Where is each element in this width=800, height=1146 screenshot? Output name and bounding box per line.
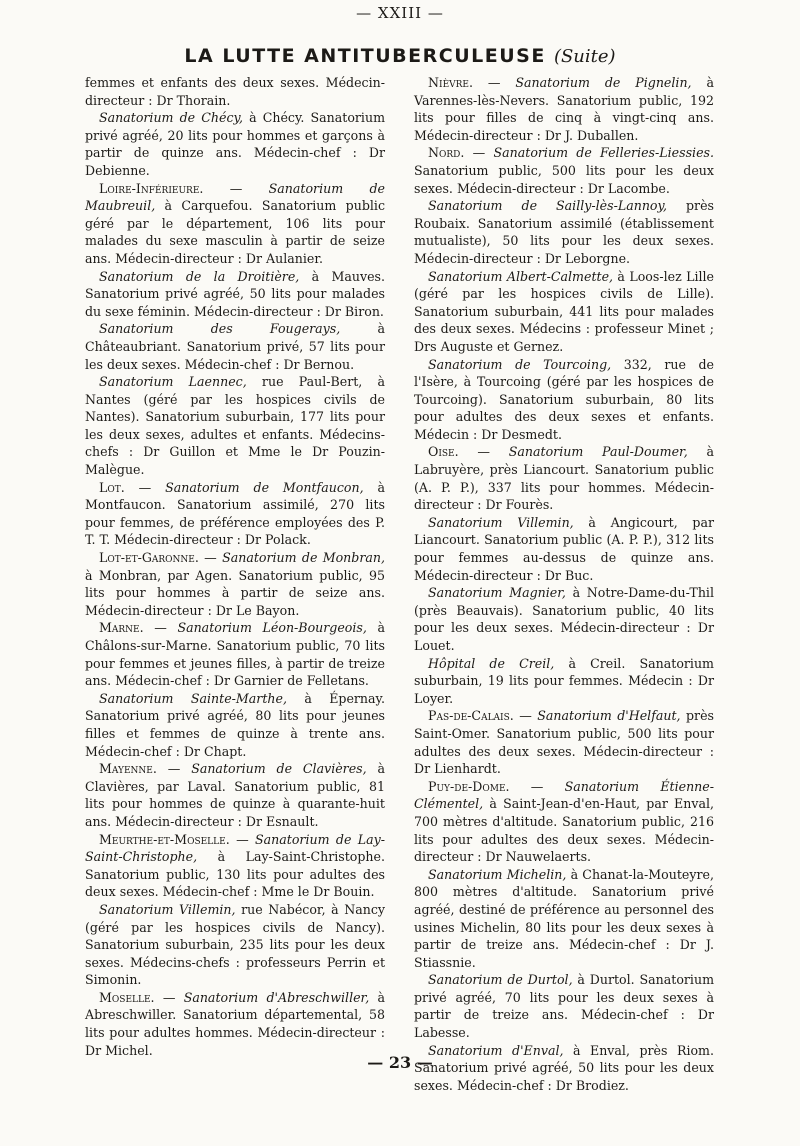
entry-text: — (154, 989, 184, 1005)
entry-text: — (464, 145, 494, 161)
department-name: Mayenne. (99, 761, 157, 777)
entry-text: — (198, 550, 223, 566)
entry-text: à Montfaucon. Sanatorium assimilé, 270 lits pour femmes, de préférence employées des P. T. T. Médecin-directeur : Dr Polack. (85, 479, 385, 548)
sanatorium-entry (85, 109, 385, 179)
institution-name: Sanatorium Sainte-Marthe, (99, 690, 287, 706)
entry-text: — (143, 620, 178, 636)
sanatorium-entry (85, 320, 385, 373)
sanatorium-entry (414, 144, 714, 197)
entry-text: à Labruyère, près Liancourt. Sanatorium public (A. P. P.), 337 lits pour hommes. Médecin-directeur : Dr Fourès. (414, 444, 714, 513)
entry-text: — (229, 831, 256, 847)
sanatorium-entry (414, 707, 714, 777)
institution-name: Sanatorium de Clavières, (191, 761, 367, 777)
entry-text: près Saint-Omer. Sanatorium public, 500 lits pour adultes des deux sexes. Médecin-directeur : Dr Lienhardt. (414, 708, 714, 777)
institution-name: Sanatorium de Tourcoing, (428, 356, 612, 372)
sanatorium-entry (414, 268, 714, 356)
entry-text: à Carquefou. Sanatorium public géré par le département, 106 lits pour malades du sexe masculin à partir de seize ans. Médecin-directeur : Dr Aulanier. (85, 198, 385, 266)
entry-text: à Monbran, par Agen. Sanatorium public, 95 lits pour hommes à partir de seize ans. Médecin-directeur : Dr Le Bayon. (85, 567, 385, 618)
entry-text: à Angicourt, par Liancourt. Sanatorium public (A. P. P.), 312 lits pour femmes au-dessus de quinze ans. Médecin-directeur : Dr Buc. (414, 514, 714, 583)
institution-name: Sanatorium Magnier, (428, 585, 566, 601)
institution-name: Sanatorium Laennec, (99, 374, 247, 390)
entry-text: — (473, 75, 516, 90)
sanatorium-entry (414, 778, 714, 866)
entry-text: à Lay-Saint-Christophe. Sanatorium public, 130 lits pour adultes des deux sexes. Médecin-chef : Mme le Dr Bouin. (85, 849, 385, 900)
entry-text: à Creil. Sanatorium suburbain, 19 lits pour femmes. Médecin : Dr Loyer. (414, 655, 714, 706)
sanatorium-entry (414, 197, 714, 267)
sanatorium-entry (85, 373, 385, 479)
sanatorium-entry (414, 514, 714, 584)
department-name: Meurthe-et-Moselle. (99, 831, 230, 847)
entry-text: 332, rue de l'Isère, à Tourcoing (géré par les hospices de Tourcoing). Sanatorium suburbain, 80 lits pour adultes des deux sexes et enfants. Médecin : Dr Desmedt. (414, 356, 714, 442)
entry-text: à Varennes-lès-Nevers. Sanatorium public, 192 lits pour filles de cinq à vingt-cinq ans. Médecin-directeur : Dr J. Duballen. (414, 75, 714, 143)
sanatorium-entry (85, 831, 385, 901)
entry-text: à Châteaubriant. Sanatorium privé, 57 lits pour les deux sexes. Médecin-chef : Dr Bernou. (85, 321, 385, 372)
sanatorium-entry (85, 549, 385, 619)
department-name: Lot. (99, 479, 125, 495)
institution-name: Sanatorium d'Helfaut, (537, 708, 681, 724)
sanatorium-entry (414, 74, 714, 144)
entry-text: — (458, 444, 509, 460)
page-roman-numeral: — XXIII — (356, 4, 444, 22)
entry-text: à Notre-Dame-du-Thil (près Beauvais). Sanatorium public, 40 lits pour les deux sexes. Médecin-directeur : Dr Louet. (414, 585, 714, 653)
sanatorium-entry (414, 584, 714, 654)
department-name: Moselle. (99, 989, 155, 1005)
institution-name: Sanatorium de Durtol, (428, 972, 573, 988)
institution-name: Sanatorium de Montfaucon, (165, 479, 364, 495)
entry-text: Sanatorium public, 500 lits pour les deux sexes. Médecin-directeur : Dr Lacombe. (414, 162, 714, 196)
sanatorium-entry (85, 479, 385, 549)
department-name: Nord. (428, 145, 465, 161)
department-name: Pas-de-Calais. (428, 708, 514, 724)
entry-text: à Loos-lez Lille (géré par les hospices civils de Lille). Sanatorium suburbain, 441 lits pour malades des deux sexes. Médecins : professeur Minet ; Drs Auguste et Gernez. (414, 268, 715, 354)
institution-name: Sanatorium Paul-Doumer, (508, 444, 688, 460)
sanatorium-entry (85, 901, 385, 989)
entry-text: rue Paul-Bert, à Nantes (géré par les hospices civils de Nantes). Sanatorium suburbain, 177 lits pour les deux sexes, adultes et enfants. Médecins-chefs : Dr Guillon et Mme le Dr Pouzin-Malègue. (85, 374, 385, 478)
department-name: Nièvre. (428, 75, 473, 90)
sanatorium-entry (85, 268, 385, 321)
entry-text: à Épernay. Sanatorium privé agréé, 80 lits pour jeunes filles et femmes de quinze à trente ans. Médecin-chef : Dr Chapt. (85, 690, 385, 759)
entry-text: — (513, 708, 538, 724)
institution-name: Sanatorium Léon-Bourgeois, (177, 620, 367, 636)
department-name: Marne. (99, 620, 144, 636)
institution-name: Sanatorium de la Droitière, (99, 268, 300, 284)
department-name: Loire-Inférieure. (99, 180, 204, 196)
department-name: Oise. (428, 444, 459, 460)
entry-text: à Saint-Jean-d'en-Haut, par Enval, 700 mètres d'altitude. Sanatorium public, 216 lits pour adultes des deux sexes. Médecin-directeur : Dr Nauwelaerts. (414, 796, 714, 865)
entry-text: à Durtol. Sanatorium privé agréé, 70 lits pour les deux sexes à partir de treize ans. Médecin-chef : Dr Labesse. (414, 972, 715, 1041)
sanatorium-entry (85, 989, 385, 1059)
entry-text: près Roubaix. Sanatorium assimilé (établissement mutualiste), 50 lits pour les deux sexes. Médecin-directeur : Dr Leborgne. (414, 198, 714, 266)
institution-name: Sanatorium Étienne-Clémentel, (414, 778, 714, 812)
institution-name: Sanatorium d'Enval, (428, 1042, 564, 1058)
sanatorium-entry (85, 690, 385, 760)
sanatorium-entry (85, 619, 385, 689)
entry-text: — (156, 761, 192, 777)
entry-text: — (124, 479, 166, 495)
title-suite: (Suite) (553, 46, 616, 67)
institution-name: Sanatorium Albert-Calmette, (428, 268, 614, 284)
institution-name: Sanatorium de Lay-Saint-Christophe, (85, 831, 385, 865)
department-name: Lot-et-Garonne. (99, 550, 199, 566)
institution-name: Sanatorium de Sailly-lès-Lannoy, (428, 198, 667, 214)
institution-name: Sanatorium Michelin, (428, 866, 567, 882)
left-column (85, 74, 385, 1059)
sanatorium-entry (414, 866, 714, 972)
sanatorium-entry (85, 180, 385, 268)
institution-name: Sanatorium Villemin, (428, 514, 574, 530)
page-number: — 23 — (367, 1053, 433, 1072)
institution-name: Sanatorium de Chécy, (99, 110, 243, 126)
institution-name: Sanatorium de Felleries-Liessies. (493, 145, 714, 161)
institution-name: Sanatorium Villemin, (99, 901, 236, 917)
entry-text: à Mauves. Sanatorium privé agréé, 50 lits pour malades du sexe féminin. Médecin-directeur : Dr Biron. (85, 268, 385, 319)
entry-text: à Enval, près Riom. Sanatorium privé agréé, 50 lits pour les deux sexes. Médecin-chef : Dr Brodiez. (414, 1042, 714, 1093)
entry-text: femmes et enfants des deux sexes. Médecin-directeur : Dr Thorain. (85, 75, 385, 108)
entry-text: à Abreschwiller. Sanatorium départemental, 58 lits pour adultes hommes. Médecin-directeur : Dr Michel. (85, 989, 385, 1058)
institution-name: Hôpital de Creil, (428, 655, 555, 671)
institution-name: Sanatorium des Fougerays, (99, 321, 341, 337)
right-column (414, 74, 714, 1094)
institution-name: Sanatorium de Maubreuil, (85, 180, 385, 214)
entry-text: à Clavières, par Laval. Sanatorium public, 81 lits pour hommes de quinze à quarante-huit ans. Médecin-directeur : Dr Esnault. (85, 761, 385, 829)
institution-name: Sanatorium de Pignelin, (515, 75, 692, 90)
title-main: LA LUTTE ANTITUBERCULEUSE (184, 45, 546, 67)
sanatorium-entry (85, 760, 385, 830)
entry-text: rue Nabécor, à Nancy (géré par les hospices civils de Nancy). Sanatorium suburbain, 235 lits pour les deux sexes. Médecins-chefs : professeurs Perrin et Simonin. (85, 901, 386, 988)
institution-name: Sanatorium de Monbran, (222, 550, 385, 566)
entry-text: à Chécy. Sanatorium privé agréé, 20 lits pour hommes et garçons à partir de quinze ans. Médecin-chef : Dr Debienne. (85, 110, 386, 178)
entry-text: — (203, 180, 269, 196)
entry-text: à Châlons-sur-Marne. Sanatorium public, 70 lits pour femmes et jeunes filles, à partir de treize ans. Médecin-chef : Dr Garnier de Felletans. (85, 620, 385, 689)
sanatorium-entry (414, 971, 714, 1041)
entry-text: — (509, 778, 565, 794)
sanatorium-entry (414, 655, 714, 708)
sanatorium-entry (414, 356, 714, 444)
department-name: Puy-de-Dome. (428, 778, 510, 794)
institution-name: Sanatorium d'Abreschwiller, (183, 989, 370, 1005)
sanatorium-entry (85, 74, 385, 109)
entry-text: à Chanat-la-Mouteyre, 800 mètres d'altitude. Sanatorium privé agréé, destiné de préférence au personnel des usines Michelin, 80 lits pour les deux sexes à partir de treize ans. Médecin-chef : Dr J. Stiassnie. (414, 866, 714, 970)
page-title (0, 45, 800, 68)
sanatorium-entry (414, 443, 714, 513)
